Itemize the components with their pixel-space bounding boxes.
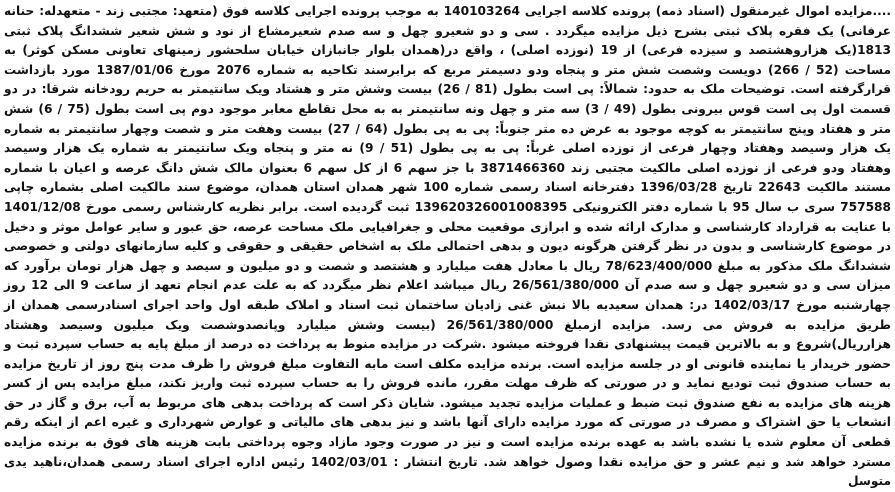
auction-notice-text: ....مزایده اموال غیرمنقول (اسناد ذمه) پرونده کلاسه اجرایی 140103264 به موجب پرونده اجرایی کلاسه فوق (متعهد: مجتبی زند - متعهدله: حنانه عرفانی) یک فقره پلاک ثبتی بشرح ذیل مزایده میگردد . سی و دو شعیرو چهل و سه صدم شعیرمشاع از نود و شش شعیر ششدانگ پلاک ثبتی 1813(یک هزاروهشتصد و سیزده فرعی) از 19 (نوزده اصلی) ، واقع در(همدان بلوار جانبازان خیابان سلحشور زمینهای تعاونی مسکن کوثر) به مساحت (52 / 266) دویست وشصت شش متر و پنجاه ودو دسیمتر مربع که برابرسند تکاحیه به شماره 2076 مورخ 1387/01/06 مورد بازداشت قرارگرفته است. توضیحات ملک به حدود: شمالاً: پی است بطول (81 / 26) بیست وشش متر و هشتاد ویک سانتیمتر به حریم رودخانه شرقا: در دو قسمت اول پی است قوس بیرونی بطول (49 / 3) سه متر و چهل ونه سانتیمتر به به محل تقاطع معابر موجود دوم پی است بطول (75 / 6) شش متر و هفتاد وپنج سانتیمتر به کوچه موجود به عرض ده متر جنوباً: پی به پی بطول (64 / 27) بیست وهفت متر و شصت وچهار سانتیمتر به شماره یک هزار وسیصد وهفتاد وچهار فرعی از نوزده اصلی غرباً: پی به پی بطول (51 / 9) نه متر و پنجاه ویک سانتیمتر به شماره یک هزار وسیصد وهفتاد ودو فرعی از نوزده اصلی مالکیت مجتبی زند 3871466360 با جز سهم 6 از کل سهم 6 بعنوان مالک شش دانگ عرصه و اعیان با شماره مستند مالکیت 22643 تاریخ 1396/03/28 دفترخانه اسناد رسمی شماره 100 شهر همدان استان همدان، موضوع سند مالکیت اصلی بشماره چاپی 757588 سری ب سال 95 با شماره دفتر الکترونیکی 139620326001008395 ثبت گردیده است. برابر نظریه کارشناس رسمی مورخ 1401/12/08 با عنایت به قرارداد کارشناسی و مدارک ارائه شده و ابرازی موقعیت محلی و جغرافیایی ملک مساحت عرصه، حق عبور و سایر عوامل موثر و دخیل در موضوع کارشناسی و بدون در نظر گرفتن هرگونه دیون و بدهی احتمالی ملک به اشخاص حقیقی و حقوقی و کلیه سازمانهای دولتی و خصوصی ششدانگ ملک مذکور به مبلغ 78/623/400/000 ریال با معادل هفت میلیارد و هشتصد و شصت و دو میلیون و سیصد و چهل هزار تومان برآورد که میزان سی و دو شعیرو چهل و سه صدم آن 26/561/380/000 ریال میباشد اعلام نظر میگردد که به علت عدم انجام تعهد از ساعت 9 الی 12 روز چهارشنبه مورخ 1402/03/17 در: همدان سعیدیه بالا نبش غنی زادیان ساختمان ثبت اسناد و املاک طبقه اول واحد اجرای اسنادرسمی همدان از طریق مزایده به فروش می رسد. مزایده ازمبلغ 26/561/380/000 (بیست وشش میلیارد وپانصدوشصت ویک میلیون وسیصد وهشتاد هزارریال)شروع و به بالاترین قیمت پیشنهادی نقدا فروخته میشود .شرکت در مزایده منوط به پرداخت ده درصد از مبلغ پایه به حساب سپرده ثبت و حضور خریدار یا نماینده قانونی او در جلسه مزایده است. برنده مزایده مکلف است مابه التفاوت مبلغ فروش را ظرف مدت پنج روز از تاریخ مزایده به حساب صندوق ثبت تودیع نماید و در صورتی که ظرف مهلت مقرر، مانده فروش را به حساب سپرده ثبت واریز نکند، مبلغ مزایده پس از کسر هزینه های مزایده به نفع صندوق ثبت ضبط و عملیات مزایده تجدید میشود. شایان ذکر است که پرداخت بدهی های مربوط به آب، برق و گاز در حق انشعاب یا حق اشتراک و مصرف در صورتی که مورد مزایده دارای آنها باشد و نیز بدهی های مالیاتی و عوارض شهرداری و غیره اعم از اینکه رقم قطعی آن معلوم شده یا نشده باشد به عهده برنده مزایده است و نیز در صورت وجود مازاد وجوه پرداختی بابت هزینه های فوق به برنده مزایده مسترد خواهد شد و نیم عشر و حق مزایده نقدا وصول خواهد شد. تاریخ انتشار : 1402/03/01 رئیس اداره اجرای اسناد رسمی همدان،ناهید یدی متوسل [4,4,892,489]
